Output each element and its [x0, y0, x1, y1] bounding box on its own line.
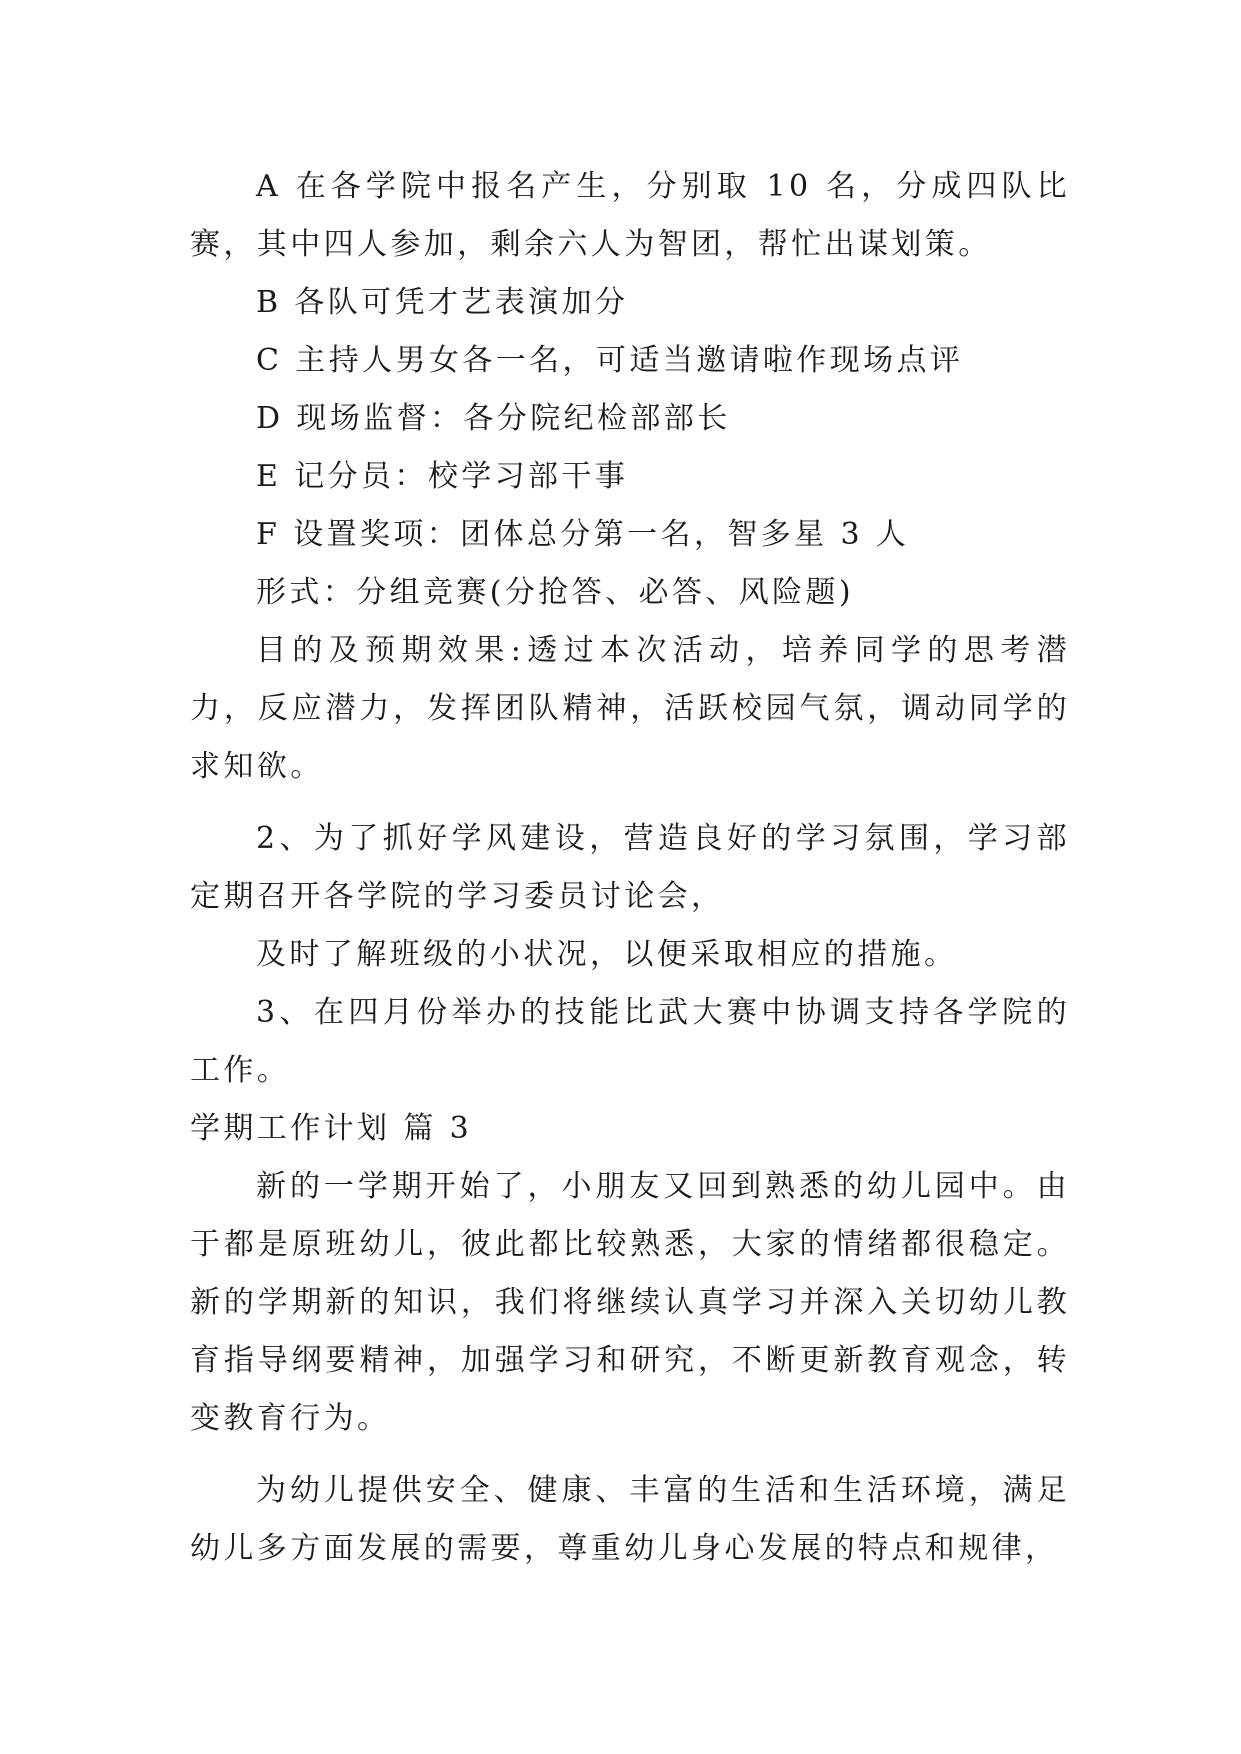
paragraph-new-semester: 新的一学期开始了，小朋友又回到熟悉的幼儿园中。由于都是原班幼儿，彼此都比较熟悉，大家的情绪都很稳定。新的学期新的知识，我们将继续认真学习并深入关切幼儿教育指导纲要精神，加强学习和研究，不断更新教育观念，转变教育行为。: [190, 1169, 1070, 1436]
document-body: [190, 158, 1070, 1578]
paragraph-hosts: C 主持人男女各一名，可适当邀请啦作现场点评: [256, 343, 964, 378]
paragraph-study-meeting: 2、为了抓好学风建设，营造良好的学习氛围，学习部定期召开各学院的学习委员讨论会，: [190, 821, 1070, 914]
section-heading: 学期工作计划 篇 3: [190, 1111, 473, 1146]
paragraph-team-registration: A 在各学院中报名产生，分别取 10 名，分成四队比赛，其中四人参加，剩余六人为智团，帮忙出谋划策。: [190, 169, 1070, 262]
paragraph-skills-contest: 3、在四月份举办的技能比武大赛中协调支持各学院的工作。: [190, 995, 1070, 1088]
paragraph-scorekeeper: E 记分员：校学习部干事: [256, 459, 629, 494]
paragraph-environment: 为幼儿提供安全、健康、丰富的生活和生活环境，满足幼儿多方面发展的需要，尊重幼儿身心发展的特点和规律，: [190, 1473, 1070, 1566]
paragraph-format: 形式：分组竞赛(分抢答、必答、风险题): [256, 575, 855, 610]
paragraph-class-status: 及时了解班级的小状况，以便采取相应的措施。: [256, 937, 958, 972]
paragraph-awards: F 设置奖项：团体总分第一名，智多星 3 人: [256, 517, 910, 552]
paragraph-supervision: D 现场监督：各分院纪检部部长: [256, 401, 731, 436]
paragraph-goals: 目的及预期效果:透过本次活动，培养同学的思考潜力，反应潜力，发挥团队精神，活跃校园气氛，调动同学的求知欲。: [190, 633, 1070, 784]
paragraph-talent-bonus: B 各队可凭才艺表演加分: [256, 285, 629, 320]
